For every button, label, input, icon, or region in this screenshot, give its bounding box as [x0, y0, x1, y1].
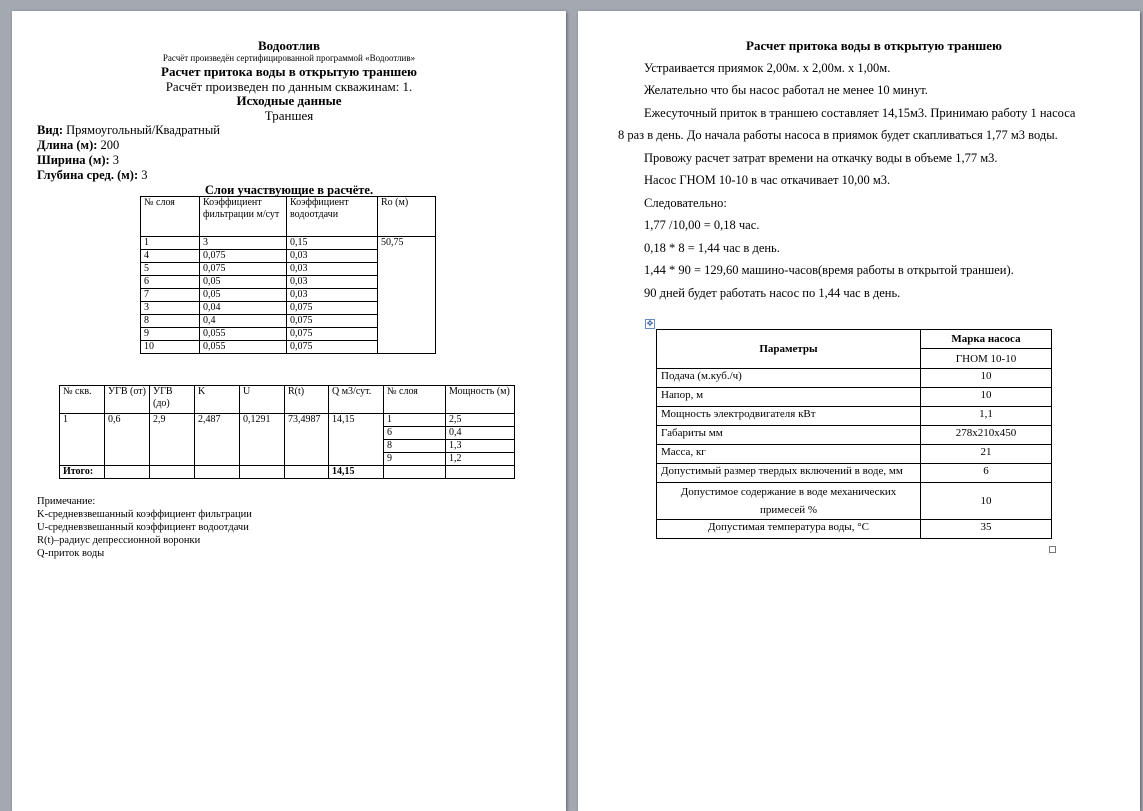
calc-paragraph: 90 дней будет работать насос по 1,44 час в день.: [644, 286, 901, 300]
pump-param-label: Допустимая температура воды, °С: [657, 520, 921, 539]
wells-header-cell: № слоя: [384, 386, 446, 414]
wells-header-cell: Q м3/сут.: [329, 386, 384, 414]
wells-header-cell: Мощность (м): [446, 386, 515, 414]
table-move-handle-icon[interactable]: ✥: [646, 319, 654, 328]
total-empty-cell: [384, 466, 446, 479]
param-width: [37, 153, 220, 168]
layer-cell: 1: [141, 237, 200, 250]
well-cell: 0,1291: [240, 414, 285, 466]
table-resize-handle[interactable]: [1049, 546, 1056, 553]
page2-title: Расчет притока воды в открытую траншею: [746, 38, 1002, 53]
note-line: K-средневзвешанный коэффициент фильтрации: [37, 509, 252, 520]
well-layer-cell: 1,2: [446, 453, 515, 466]
wells-header-cell: УГВ (до): [150, 386, 195, 414]
layers-table: [140, 196, 436, 354]
brand-header: Марка насоса: [921, 330, 1052, 349]
pump-param-value: 278х210х450: [921, 426, 1052, 445]
pump-table: [656, 329, 1052, 539]
calc-paragraph: Провожу расчет затрат времени на откачку воды в объеме 1,77 м3.: [644, 151, 998, 165]
layer-cell: 5: [141, 263, 200, 276]
well-cell: 2,9: [150, 414, 195, 466]
object-label: Траншея: [264, 108, 314, 123]
calc-paragraph: Устраивается приямок 2,00м. х 2,00м. х 1,00м.: [644, 61, 891, 75]
doc-title: Водоотлив: [257, 38, 321, 53]
layer-cell: 3: [200, 237, 287, 250]
calc-paragraph: 0,18 * 8 = 1,44 час в день.: [644, 241, 780, 255]
calc-paragraph: Ежесуточный приток в траншею составляет 14,15м3. Принимаю работу 1 насоса: [644, 106, 1076, 120]
wells-header-cell: K: [195, 386, 240, 414]
well-layer-cell: 8: [384, 440, 446, 453]
layer-cell: 0,075: [287, 328, 378, 341]
document-page-1: [12, 11, 566, 811]
layers-header-cell: Ro (м): [378, 197, 436, 237]
layer-cell: 7: [141, 289, 200, 302]
pump-param-label: Габариты мм: [657, 426, 921, 445]
wells-header-cell: УГВ (от): [105, 386, 150, 414]
layer-cell: 0,4: [200, 315, 287, 328]
param-length-label: Длина (м):: [37, 138, 98, 152]
layer-cell: 9: [141, 328, 200, 341]
param-length-value: 200: [100, 138, 120, 152]
calc-paragraph: Желательно что бы насос работал не менее 10 минут.: [644, 83, 928, 97]
pump-param-value: 10: [921, 483, 1052, 520]
total-empty-cell: [150, 466, 195, 479]
layer-cell: 0,055: [200, 328, 287, 341]
param-width-value: 3: [112, 153, 120, 167]
layer-cell: 3: [141, 302, 200, 315]
pump-param-value: 35: [921, 520, 1052, 539]
total-empty-cell: [240, 466, 285, 479]
doc-subtitle: Расчет притока воды в открытую траншею: [161, 64, 417, 79]
brand-value: ГНОМ 10-10: [921, 349, 1052, 369]
document-page-2: [578, 11, 1140, 811]
pump-param-value: 10: [921, 369, 1052, 388]
pump-param-label: Масса, кг: [657, 445, 921, 464]
total-empty-cell: [195, 466, 240, 479]
layers-header-cell: № слоя: [141, 197, 200, 237]
param-type-label: Вид:: [37, 123, 64, 137]
param-type: [37, 123, 220, 138]
total-empty-cell: [105, 466, 150, 479]
notes-block: [37, 495, 252, 560]
layer-cell: 0,075: [287, 341, 378, 354]
wells-header-cell: U: [240, 386, 285, 414]
total-empty-cell: [446, 466, 515, 479]
note-line: Примечание:: [37, 496, 96, 507]
calc-paragraph: 8 раз в день. До начала работы насоса в приямок будет скапливаться 1,77 м3 воды.: [618, 128, 1058, 142]
layer-cell: 0,03: [287, 250, 378, 263]
total-empty-cell: [285, 466, 329, 479]
pump-param-label: Напор, м: [657, 388, 921, 407]
params-header: Параметры: [657, 330, 921, 369]
total-label: Итого:: [60, 466, 105, 479]
layer-cell: 0,03: [287, 263, 378, 276]
layers-title: Слои участвующие в расчёте.: [204, 183, 374, 197]
calc-paragraph: 1,44 * 90 = 129,60 машино-часов(время работы в открытой траншеи).: [644, 263, 1014, 277]
calc-paragraph: 1,77 /10,00 = 0,18 час.: [644, 218, 760, 232]
pump-param-value: 6: [921, 464, 1052, 483]
layer-cell: 0,075: [287, 302, 378, 315]
param-depth-label: Глубина сред. (м):: [37, 168, 139, 182]
param-depth: [37, 168, 220, 183]
ro-value-cell: 50,75: [378, 237, 436, 354]
certified-note: Расчёт произведён сертифицированной программой «Водоотлив»: [162, 53, 416, 63]
calc-paragraph: Насос ГНОМ 10-10 в час откачивает 10,00 м3.: [644, 173, 891, 187]
layer-cell: 4: [141, 250, 200, 263]
wells-line: Расчёт произведен по данным скважинам: 1.: [165, 79, 413, 94]
well-cell: 1: [60, 414, 105, 466]
well-layer-cell: 6: [384, 427, 446, 440]
pump-param-value: 1,1: [921, 407, 1052, 426]
well-layer-cell: 2,5: [446, 414, 515, 427]
params-list: [37, 123, 220, 183]
param-length: [37, 138, 220, 153]
initial-data-heading: Исходные данные: [236, 93, 342, 108]
note-line: U-средневзвешанный коэффициент водоотдачи: [37, 522, 249, 533]
layer-cell: 10: [141, 341, 200, 354]
well-layer-cell: 1: [384, 414, 446, 427]
layer-cell: 0,15: [287, 237, 378, 250]
well-cell: 0,6: [105, 414, 150, 466]
well-layer-cell: 0,4: [446, 427, 515, 440]
note-line: R(t)–радиус депрессионной воронки: [37, 535, 201, 546]
layers-header-cell: Коэффициент фильтрации м/сут: [200, 197, 287, 237]
layer-cell: 8: [141, 315, 200, 328]
layer-cell: 6: [141, 276, 200, 289]
layer-cell: 0,03: [287, 289, 378, 302]
layer-cell: 0,04: [200, 302, 287, 315]
pump-param-value: 10: [921, 388, 1052, 407]
layer-cell: 0,075: [287, 315, 378, 328]
pump-param-label: Подача (м.куб./ч): [657, 369, 921, 388]
calc-paragraph: Следовательно:: [644, 196, 727, 210]
wells-table: [59, 385, 515, 479]
wells-header-cell: № скв.: [60, 386, 105, 414]
wells-header-cell: R(t): [285, 386, 329, 414]
well-layer-cell: 9: [384, 453, 446, 466]
pump-param-value: 21: [921, 445, 1052, 464]
layer-cell: 0,075: [200, 250, 287, 263]
well-cell: 14,15: [329, 414, 384, 466]
layer-cell: 0,075: [200, 263, 287, 276]
layer-cell: 0,05: [200, 276, 287, 289]
well-cell: 73,4987: [285, 414, 329, 466]
layers-header-cell: Коэффициент водоотдачи: [287, 197, 378, 237]
param-depth-value: 3: [141, 168, 148, 182]
pump-param-label: Допустимый размер твердых включений в воде, мм: [657, 464, 921, 483]
layer-cell: 0,05: [200, 289, 287, 302]
note-line: Q-приток воды: [37, 548, 105, 559]
well-cell: 2,487: [195, 414, 240, 466]
pump-param-label: Допустимое содержание в воде механических примесей %: [657, 483, 921, 520]
layer-cell: 0,03: [287, 276, 378, 289]
pump-param-label: Мощность электродвигателя кВт: [657, 407, 921, 426]
layer-cell: 0,055: [200, 341, 287, 354]
param-width-label: Ширина (м):: [37, 153, 110, 167]
total-value: 14,15: [329, 466, 384, 479]
well-layer-cell: 1,3: [446, 440, 515, 453]
param-type-value: Прямоугольный/Квадратный: [66, 123, 220, 137]
